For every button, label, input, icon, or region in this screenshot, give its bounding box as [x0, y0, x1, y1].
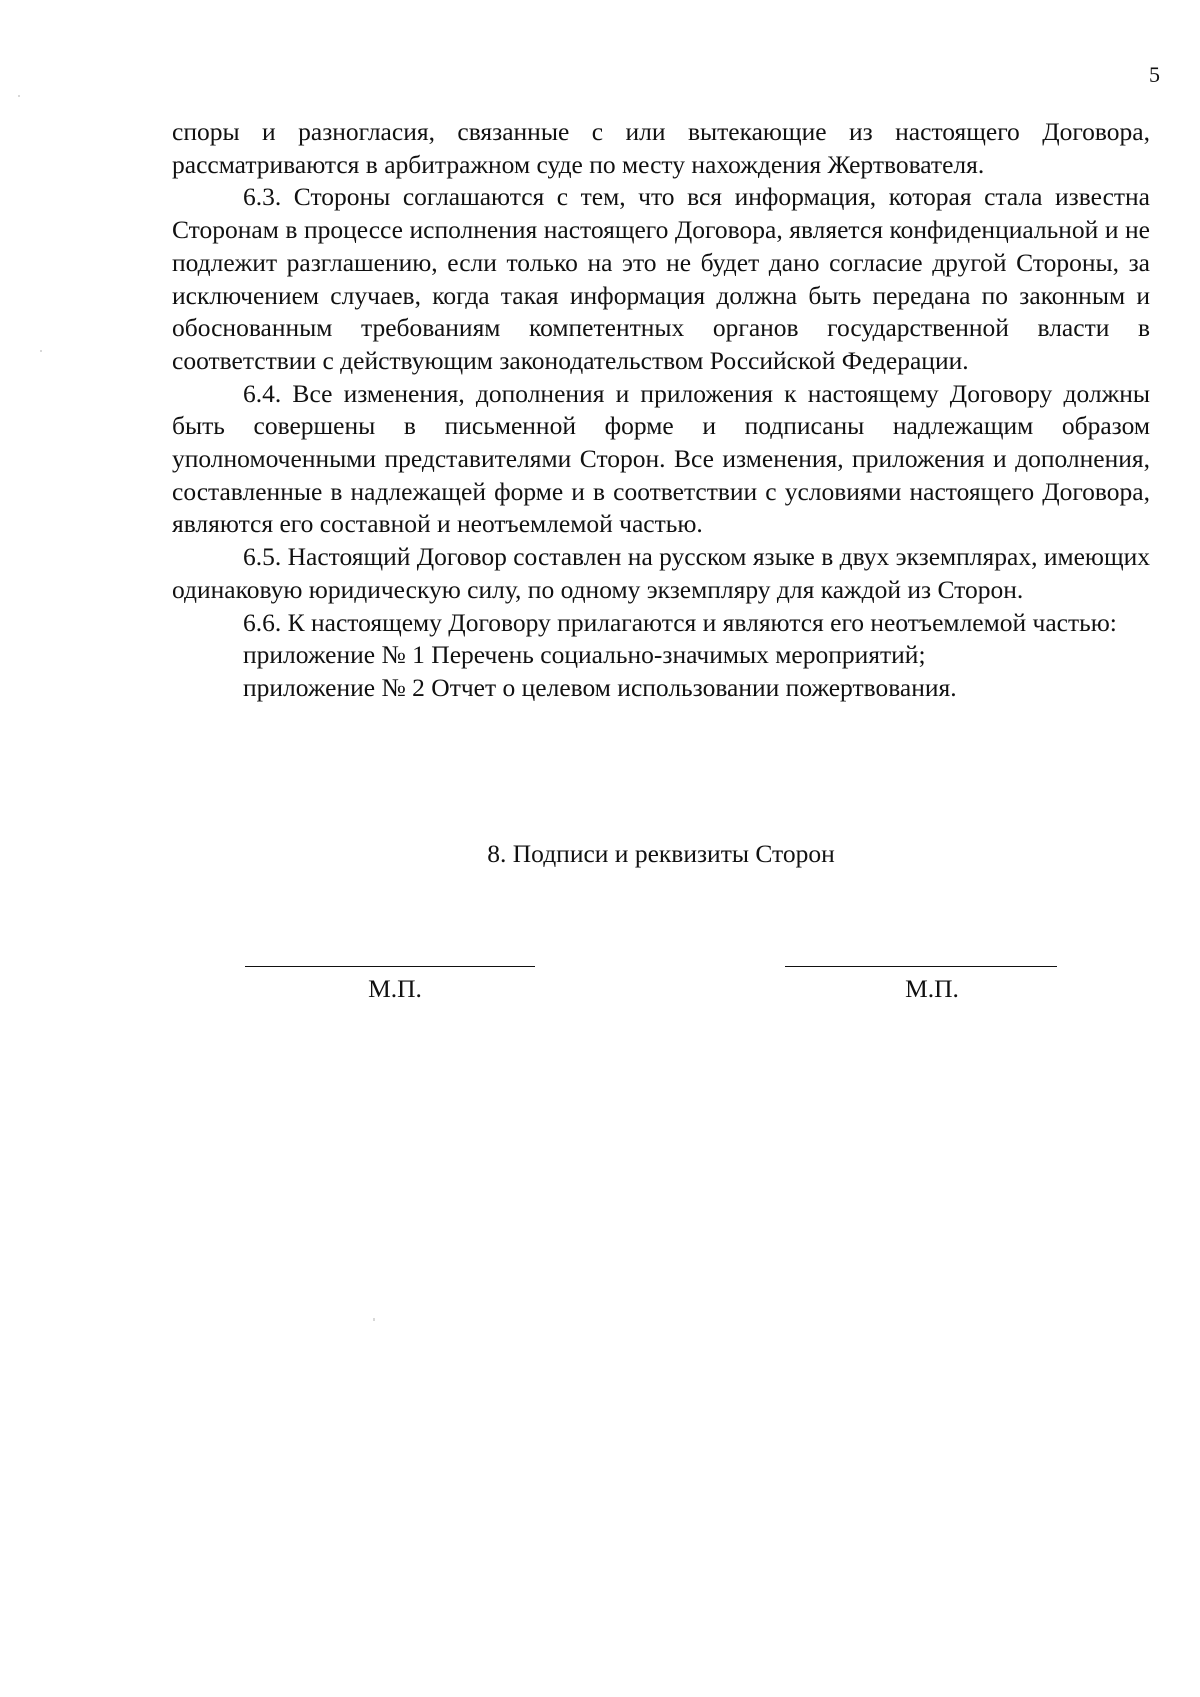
- attachment-item-1: приложение № 1 Перечень социально-значимых мероприятий;: [243, 640, 926, 670]
- attachment-item-2: приложение № 2 Отчет о целевом использовании пожертвования.: [243, 672, 957, 702]
- paragraph-6-4: 6.4. Все изменения, дополнения и приложения к настоящему Договору должны быть совершены в письменной форме и подписаны надлежащим образом уполномоченными представителями Сторон. Все изменения, приложения и дополнения, составленные в надлежащей форме и в соответствии с условиями настоящего Договора, являются его составной и неотъемлемой частью.: [172, 378, 1150, 539]
- page-number: 5: [1149, 62, 1160, 87]
- contract-body: [172, 116, 1150, 705]
- paragraph-6-5: 6.5. Настоящий Договор составлен на русском языке в двух экземплярах, имеющих одинаковую юридическую силу, по одному экземпляру для каждой из Сторон.: [172, 542, 1151, 604]
- signatures-heading: 8. Подписи и реквизиты Сторон: [487, 839, 835, 868]
- paragraph-6-3: 6.3. Стороны соглашаются с тем, что вся информация, которая стала известна Сторонам в процессе исполнения настоящего Договора, является конфиденциальной и не подлежит разглашению, если только на это не будет дано согласие другой Стороны, за исключением случаев, когда такая информация должна быть передана по законным и обоснованным требованиям компетентных органов государственной власти в соответствии с действующим законодательством Российской Федерации.: [172, 182, 1150, 375]
- stamp-label-left: М.П.: [368, 974, 422, 1003]
- scan-speck: [40, 350, 42, 352]
- paragraph-disputes: споры и разногласия, связанные с или вытекающие из настоящего Договора, рассматриваются в арбитражном суде по месту нахождения Жертвователя.: [172, 117, 1150, 179]
- scan-speck: [373, 1318, 375, 1321]
- stamp-label-right: М.П.: [905, 974, 959, 1003]
- signature-line-left: [245, 966, 535, 967]
- paragraph-6-6: 6.6. К настоящему Договору прилагаются и являются его неотъемлемой частью:: [243, 607, 1117, 637]
- scan-speck: [18, 95, 20, 97]
- signature-line-right: [785, 966, 1057, 967]
